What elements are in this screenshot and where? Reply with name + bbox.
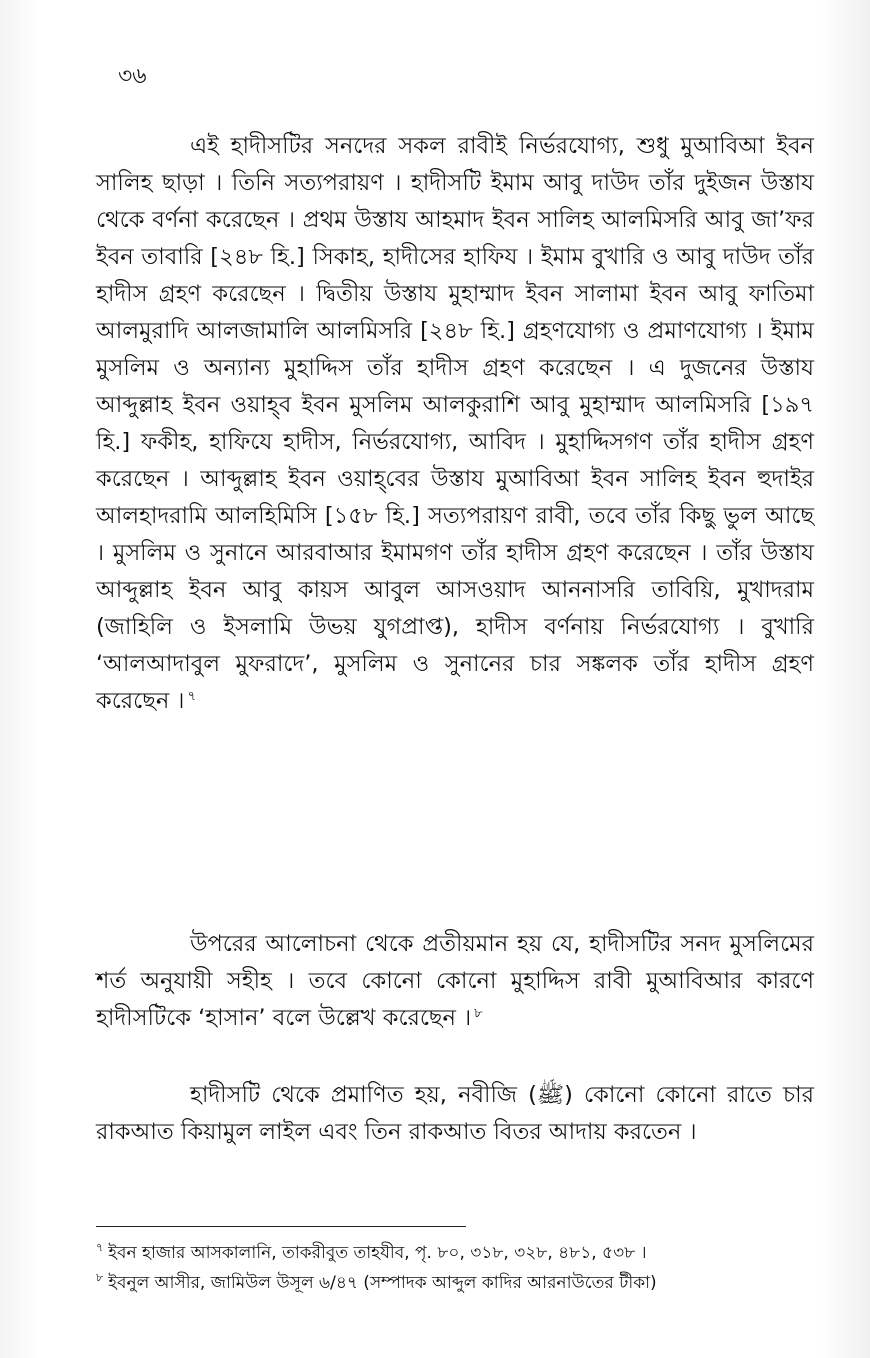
footnote-marker-7: ৭ (96, 1241, 104, 1255)
footnote-ref-7[interactable]: ৭ (187, 688, 196, 704)
footnote-text-7: ইবন হাজার আসকালানি, তাকরীবুত তাহযীব, পৃ. ৮০, ৩১৮, ৩২৮, ৪৮১, ৫৩৮ । (108, 1243, 647, 1263)
paragraph-1 (96, 128, 814, 720)
footnote-8 (96, 1268, 820, 1298)
paragraph-2 (96, 926, 814, 1037)
paragraph-2-text: উপরের আলোচনা থেকে প্রতীয়মান হয় যে, হাদীসটির সনদ মুসলিমের শর্ত অনুযায়ী সহীহ । তবে কোনো কোনো মুহাদ্দিস রাবী মুআবিআর কারণে হাদীসটিকে ‘হাসান’ বলে উল্লেখ করেছেন । (96, 931, 814, 1031)
page-number: ৩৬ (118, 64, 147, 89)
footnote-marker-8: ৮ (96, 1271, 104, 1285)
footnote-ref-8[interactable]: ৮ (474, 1005, 483, 1021)
footnote-separator (96, 1226, 466, 1227)
footnote-7 (96, 1238, 820, 1268)
footnote-text-8: ইবনুল আসীর, জামিউল উসূল ৬/৪৭ (সম্পাদক আব্দুল কাদির আরনাউতের টীকা) (108, 1273, 657, 1293)
paragraph-3 (96, 1077, 814, 1151)
paragraph-3-text: হাদীসটি থেকে প্রমাণিত হয়, নবীজি (ﷺ) কোনো কোনো রাতে চার রাকআত কিয়ামুল লাইল এবং তিন রাকআত বিতর আদায় করতেন । (96, 1082, 814, 1145)
paragraph-1-text: এই হাদীসটির সনদের সকল রাবীই নির্ভরযোগ্য, শুধু মুআবিআ ইবন সালিহ ছাড়া । তিনি সত্যপরায়ণ । হাদীসটি ইমাম আবু দাউদ তাঁর দুইজন উস্তায থেকে বর্ণনা করেছেন । প্রথম উস্তায আহমাদ ইবন সালিহ আলমিসরি আবু জা’ফর ইবন তাবারি [২৪৮ হি.] সিকাহ, হাদীসের হাফিয । ইমাম বুখারি ও আবু দাউদ তাঁর হাদীস গ্রহণ করেছেন । দ্বিতীয় উস্তায মুহাম্মাদ ইবন সালামা ইবন আবু ফাতিমা আলমুরাদি আলজামালি আলমিসরি [২৪৮ হি.] গ্রহণযোগ্য ও প্রমাণযোগ্য । ইমাম মুসলিম ও অন্যান্য মুহাদ্দিস তাঁর হাদীস গ্রহণ করেছেন । এ দুজনের উস্তায আব্দুল্লাহ ইবন ওয়াহ্‌ব ইবন মুসলিম আলকুরাশি আবু মুহাম্মাদ আলমিসরি [১৯৭ হি.] ফকীহ, হাফিযে হাদীস, নির্ভরযোগ্য, আবিদ । মুহাদ্দিসগণ তাঁর হাদীস গ্রহণ করেছেন । আব্দুল্লাহ ইবন ওয়াহ্‌বের উস্তায মুআবিআ ইবন সালিহ ইবন হুদাইর আলহাদরামি আলহিমিসি [১৫৮ হি.] সত্যপরায়ণ রাবী, তবে তাঁর কিছু ভুল আছে । মুসলিম ও সুনানে আরবাআর ইমামগণ তাঁর হাদীস গ্রহণ করেছেন । তাঁর উস্তায আব্দুল্লাহ ইবন আবু কায়স আবুল আসওয়াদ আননাসরি তাবিয়ি, মুখাদরাম (জাহিলি ও ইসলামি উভয় যুগপ্রাপ্ত), হাদীস বর্ণনায় নির্ভরযোগ্য । বুখারি ‘আলআদাবুল মুফরাদে’, মুসলিম ও সুনানের চার সঙ্কলক তাঁর হাদীস গ্রহণ করেছেন । (96, 133, 814, 714)
footnotes (96, 1238, 820, 1298)
